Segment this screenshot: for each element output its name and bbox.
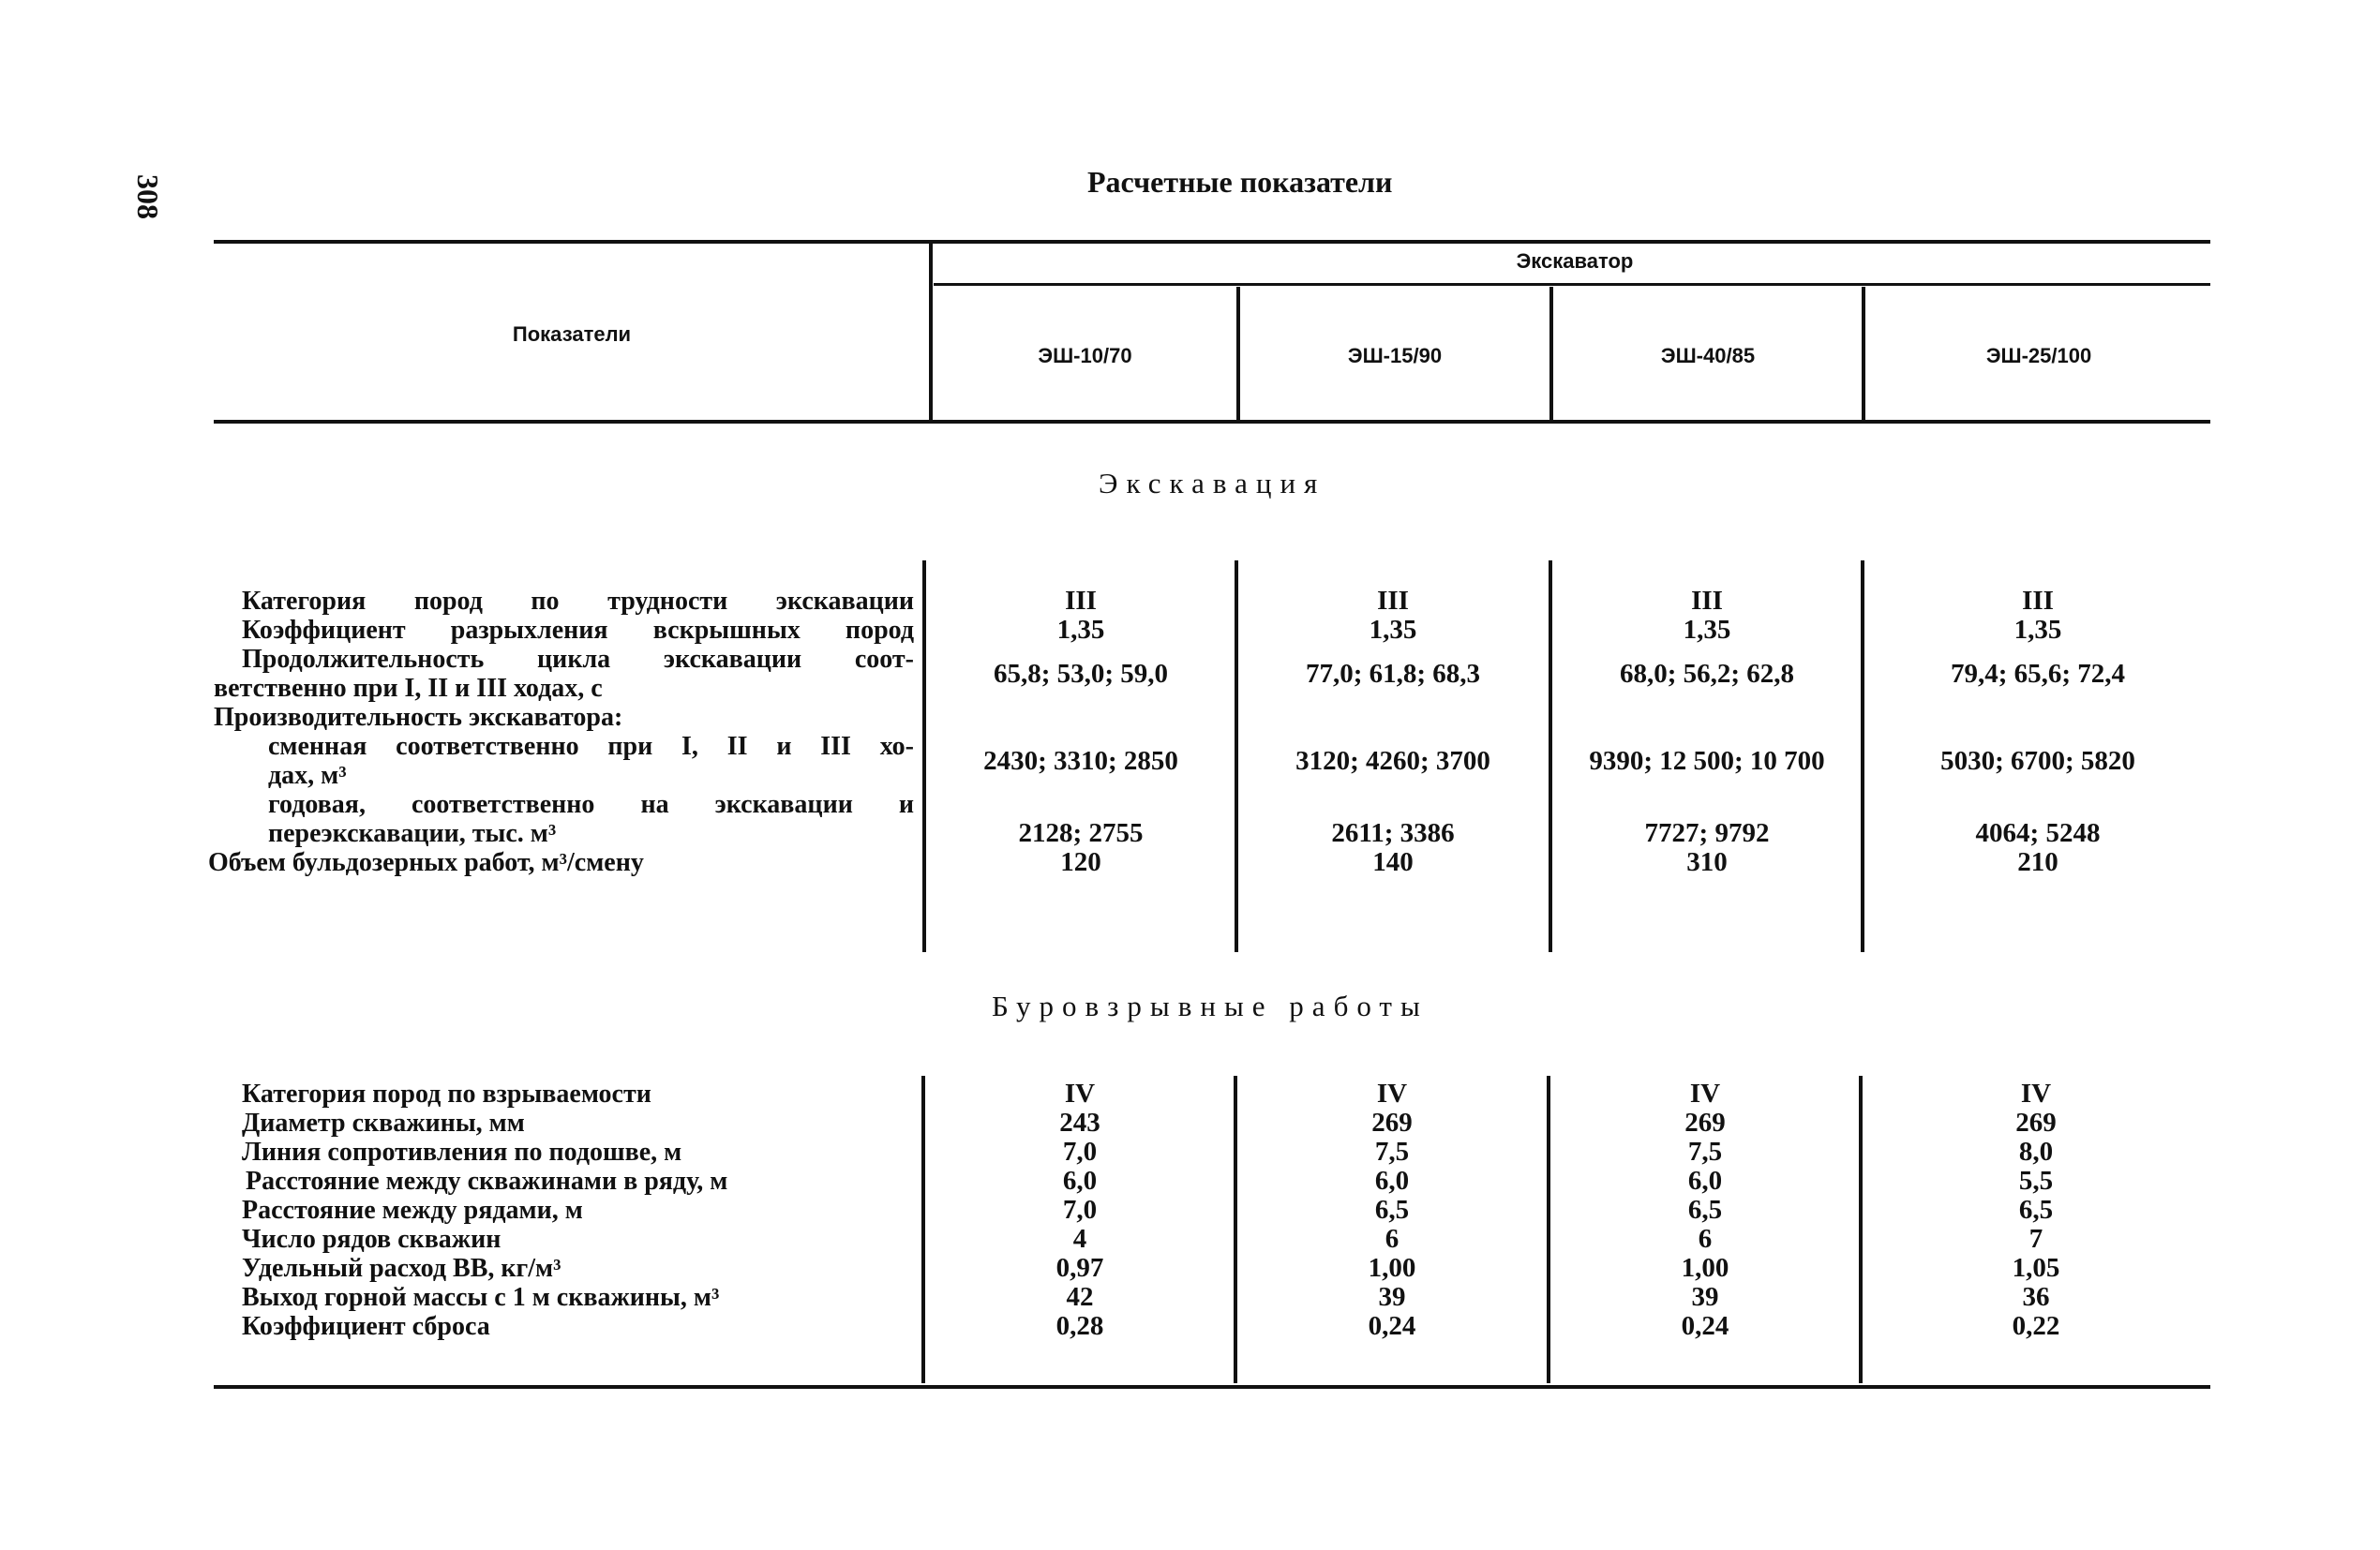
blasting-col-2 bbox=[1237, 1080, 1547, 1341]
label-annual-line1: годовая, соответственно на экскавации и bbox=[268, 790, 914, 819]
excavation-col-1 bbox=[926, 587, 1235, 877]
excavation-col-4 bbox=[1864, 587, 2211, 877]
label-diameter: Диаметр скважины, мм bbox=[242, 1109, 525, 1138]
value-resistance-line: 7,5 bbox=[1374, 1137, 1410, 1167]
header-excavator-1: ЭШ-10/70 bbox=[1038, 344, 1132, 367]
value-throw: 0,28 bbox=[1055, 1311, 1104, 1341]
value-row-spacing: 6,5 bbox=[1687, 1195, 1723, 1225]
value-loosening: 1,35 bbox=[2013, 615, 2062, 645]
value-hole-spacing: 5,5 bbox=[2018, 1166, 2054, 1196]
value-yield: 39 bbox=[1378, 1282, 1406, 1312]
value-specific-charge: 1,00 bbox=[1681, 1253, 1729, 1283]
section-title-blasting: Буровзрывные работы bbox=[992, 990, 1429, 1022]
value-shift: 3120; 4260; 3700 bbox=[1295, 746, 1490, 776]
value-rows: 6 bbox=[1698, 1224, 1713, 1254]
value-yield: 39 bbox=[1691, 1282, 1719, 1312]
value-row-spacing: 6,5 bbox=[1374, 1195, 1410, 1225]
label-specific-charge: Удельный расход ВВ, кг/м³ bbox=[242, 1254, 561, 1283]
value-yield: 36 bbox=[2022, 1282, 2050, 1312]
page-title: Расчетные показатели bbox=[1087, 165, 1393, 199]
label-cycle-line2: ветственно при I, II и III ходах, с bbox=[214, 674, 603, 703]
value-blastability: IV bbox=[1689, 1079, 1721, 1109]
label-cycle-line1: Продолжительность цикла экскавации соот- bbox=[242, 645, 914, 674]
section-title-excavation: Экскавация bbox=[1099, 467, 1326, 499]
value-cycle: 65,8; 53,0; 59,0 bbox=[993, 659, 1169, 689]
header-excavator-2: ЭШ-15/90 bbox=[1347, 344, 1443, 367]
value-shift: 2430; 3310; 2850 bbox=[983, 746, 1178, 776]
value-row-spacing: 6,5 bbox=[2018, 1195, 2054, 1225]
value-diameter: 269 bbox=[1684, 1108, 1726, 1138]
header-divider-1 bbox=[929, 242, 933, 422]
excavation-labels bbox=[206, 587, 914, 877]
value-rock-category: III bbox=[1065, 586, 1097, 616]
value-bulldozer: 120 bbox=[1060, 847, 1101, 877]
value-loosening: 1,35 bbox=[1683, 615, 1731, 645]
value-blastability: IV bbox=[2020, 1079, 2052, 1109]
value-specific-charge: 1,05 bbox=[2012, 1253, 2060, 1283]
label-loosening: Коэффициент разрыхления вскрышных пород bbox=[242, 616, 914, 645]
value-annual: 2611; 3386 bbox=[1331, 818, 1455, 848]
value-shift: 5030; 6700; 5820 bbox=[1940, 746, 2135, 776]
excavation-col-3 bbox=[1552, 587, 1862, 877]
value-blastability: IV bbox=[1064, 1079, 1096, 1109]
value-shift: 9390; 12 500; 10 700 bbox=[1589, 746, 1825, 776]
label-annual-line2: переэкскавации, тыс. м³ bbox=[268, 819, 557, 848]
table-top-rule bbox=[214, 240, 2210, 244]
header-indicators: Показатели bbox=[512, 322, 632, 346]
value-yield: 42 bbox=[1066, 1282, 1094, 1312]
value-blastability: IV bbox=[1376, 1079, 1408, 1109]
blasting-col-1 bbox=[925, 1080, 1235, 1341]
label-rows: Число рядов скважин bbox=[242, 1225, 501, 1254]
value-annual: 7727; 9792 bbox=[1644, 818, 1770, 848]
value-bulldozer: 140 bbox=[1372, 847, 1414, 877]
value-diameter: 269 bbox=[1371, 1108, 1413, 1138]
label-row-spacing: Расстояние между рядами, м bbox=[242, 1196, 583, 1225]
excavator-group-rule bbox=[934, 283, 2210, 286]
blasting-col-3 bbox=[1550, 1080, 1860, 1341]
value-specific-charge: 0,97 bbox=[1055, 1253, 1104, 1283]
value-rows: 7 bbox=[2028, 1224, 2043, 1254]
value-cycle: 68,0; 56,2; 62,8 bbox=[1619, 659, 1795, 689]
value-cycle: 77,0; 61,8; 68,3 bbox=[1305, 659, 1481, 689]
value-throw: 0,24 bbox=[1681, 1311, 1729, 1341]
value-rows: 6 bbox=[1385, 1224, 1400, 1254]
label-shift-line2: дах, м³ bbox=[268, 761, 347, 790]
value-resistance-line: 8,0 bbox=[2018, 1137, 2054, 1167]
value-hole-spacing: 6,0 bbox=[1687, 1166, 1723, 1196]
value-loosening: 1,35 bbox=[1056, 615, 1105, 645]
label-resistance-line: Линия сопротивления по подошве, м bbox=[242, 1138, 682, 1167]
label-shift-line1: сменная соответственно при I, II и III хо- bbox=[268, 732, 914, 761]
value-annual: 4064; 5248 bbox=[1975, 818, 2101, 848]
label-rock-category: Категория пород по трудности экскавации bbox=[242, 587, 914, 616]
value-annual: 2128; 2755 bbox=[1018, 818, 1144, 848]
blasting-labels bbox=[206, 1080, 914, 1341]
value-rock-category: III bbox=[1377, 586, 1409, 616]
blasting-col-4 bbox=[1863, 1080, 2209, 1341]
value-loosening: 1,35 bbox=[1369, 615, 1417, 645]
value-rows: 4 bbox=[1072, 1224, 1087, 1254]
header-excavator-4: ЭШ-25/100 bbox=[1985, 344, 2092, 367]
value-throw: 0,24 bbox=[1368, 1311, 1416, 1341]
value-bulldozer: 310 bbox=[1686, 847, 1728, 877]
value-specific-charge: 1,00 bbox=[1368, 1253, 1416, 1283]
value-resistance-line: 7,0 bbox=[1062, 1137, 1098, 1167]
label-productivity: Производительность экскаватора: bbox=[214, 703, 623, 732]
value-diameter: 243 bbox=[1059, 1108, 1100, 1138]
value-cycle: 79,4; 65,6; 72,4 bbox=[1950, 659, 2126, 689]
value-throw: 0,22 bbox=[2012, 1311, 2060, 1341]
label-yield: Выход горной массы с 1 м скважины, м³ bbox=[242, 1283, 720, 1312]
value-resistance-line: 7,5 bbox=[1687, 1137, 1723, 1167]
header-bottom-rule bbox=[214, 420, 2210, 424]
value-rock-category: III bbox=[2022, 586, 2054, 616]
label-throw: Коэффициент сброса bbox=[242, 1312, 490, 1341]
value-row-spacing: 7,0 bbox=[1062, 1195, 1098, 1225]
excavation-col-2 bbox=[1238, 587, 1548, 877]
page-number: 308 bbox=[131, 174, 165, 219]
value-diameter: 269 bbox=[2015, 1108, 2057, 1138]
table-bottom-rule bbox=[214, 1385, 2210, 1389]
label-bulldozer: Объем бульдозерных работ, м³/смену bbox=[208, 848, 644, 877]
value-hole-spacing: 6,0 bbox=[1062, 1166, 1098, 1196]
header-excavator-group: Экскаватор bbox=[1516, 249, 1634, 273]
value-bulldozer: 210 bbox=[2017, 847, 2058, 877]
header-excavator-3: ЭШ-40/85 bbox=[1660, 344, 1756, 367]
label-blastability: Категория пород по взрываемости bbox=[242, 1080, 651, 1109]
value-rock-category: III bbox=[1691, 586, 1723, 616]
label-hole-spacing: Расстояние между скважинами в ряду, м bbox=[246, 1167, 728, 1196]
value-hole-spacing: 6,0 bbox=[1374, 1166, 1410, 1196]
